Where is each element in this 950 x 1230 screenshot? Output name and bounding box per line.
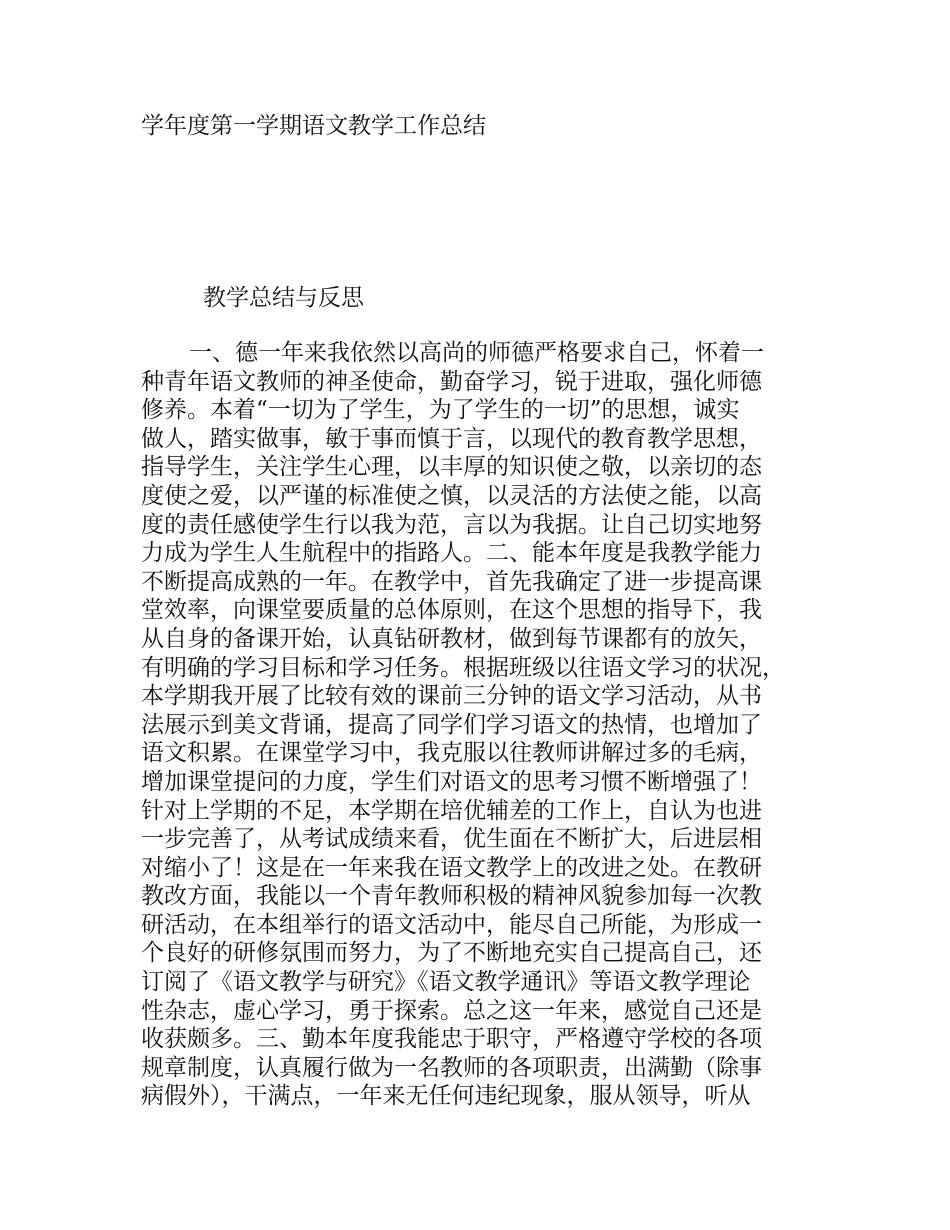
paragraph-line: 有明确的学习目标和学习任务。根据班级以往语文学习的状况， [141,654,785,681]
paragraph-line: 一、德一年来我依然以高尚的师德严格要求自己，怀着一 [189,340,764,366]
document-title: 学年度第一学期语文教学工作总结 [141,113,486,139]
paragraph-line: 对缩小了！这是在一年来我在语文教学上的改进之处。在教研 [141,854,762,881]
paragraph-line: 度的责任感使学生行以我为范，言以为我据。让自己切实地努 [141,511,762,538]
paragraph-line: 订阅了《语文教学与研究》《语文教学通讯》等语文教学理论 [141,969,751,996]
paragraph-line: 度使之爱，以严谨的标准使之慎，以灵活的方法使之能，以高 [141,482,762,509]
paragraph-line: 修养。本着“一切为了学生，为了学生的一切”的思想，诚实 [141,397,740,424]
body-paragraph [141,339,821,1111]
paragraph-line: 从自身的备课开始，认真钻研教材，做到每节课都有的放矢， [141,625,762,652]
section-heading: 教学总结与反思 [203,285,364,311]
paragraph-line: 法展示到美文背诵，提高了同学们学习语文的热情，也增加了 [141,711,762,738]
paragraph-line: 研活动，在本组举行的语文活动中，能尽自己所能，为形成一 [141,911,762,938]
paragraph-line: 做人，踏实做事，敏于事而慎于言，以现代的教育教学思想， [141,425,762,452]
paragraph-line: 本学期我开展了比较有效的课前三分钟的语文学习活动，从书 [141,683,762,710]
paragraph-line: 增加课堂提问的力度，学生们对语文的思考习惯不断增强了！ [141,768,762,795]
paragraph-line: 病假外），干满点，一年来无任何违纪现象，服从领导，听从 [141,1083,751,1110]
paragraph-line: 指导学生，关注学生心理，以丰厚的知识使之敬，以亲切的态 [141,454,762,481]
paragraph-line: 针对上学期的不足，本学期在培优辅差的工作上，自认为也进 [141,797,762,824]
paragraph-line: 一步完善了，从考试成绩来看，优生面在不断扩大，后进层相 [141,826,762,853]
paragraph-line: 堂效率，向课堂要质量的总体原则，在这个思想的指导下，我 [141,597,762,624]
paragraph-line: 个良好的研修氛围而努力，为了不断地充实自己提高自己，还 [141,940,762,967]
paragraph-line: 不断提高成熟的一年。在教学中，首先我确定了进一步提高课 [141,568,762,595]
paragraph-line: 语文积累。在课堂学习中，我克服以往教师讲解过多的毛病， [141,740,762,767]
paragraph-line: 力成为学生人生航程中的指路人。二、能本年度是我教学能力 [141,540,762,567]
paragraph-line: 性杂志，虚心学习，勇于探索。总之这一年来，感觉自己还是 [141,997,762,1024]
paragraph-line: 规章制度，认真履行做为一名教师的各项职责，出满勤（除事 [141,1054,762,1081]
paragraph-line: 教改方面，我能以一个青年教师积极的精神风貌参加每一次教 [141,883,762,910]
paragraph-line: 种青年语文教师的神圣使命，勤奋学习，锐于进取，强化师德 [141,368,762,395]
paragraph-line: 收获颇多。三、勤本年度我能忠于职守，严格遵守学校的各项 [141,1026,762,1053]
